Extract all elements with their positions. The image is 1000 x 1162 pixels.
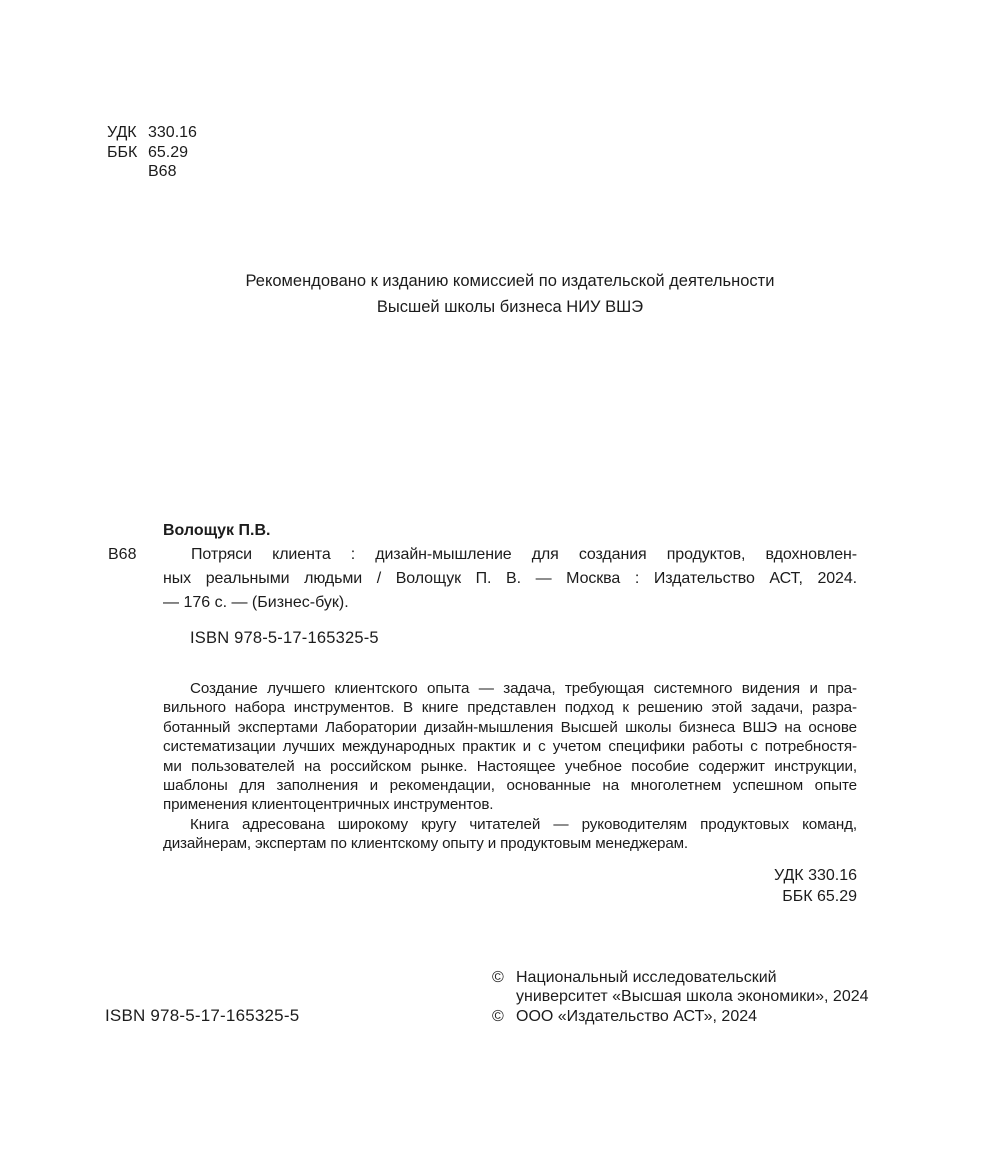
copyright-hse-line-1: Национальный исследовательский: [516, 969, 777, 986]
catalog-card-body: [108, 543, 857, 615]
copyright-entry-hse: [492, 968, 869, 1007]
copyright-symbol: ©: [492, 969, 504, 986]
annotation-p1-line-7: применения клиентоцентричных инструментов.: [163, 796, 494, 814]
udk-value: 330.16: [148, 124, 197, 141]
author-name: Волощук П.В.: [163, 522, 271, 539]
catalog-card-line-1: Потряси клиента : дизайн-мышление для создания продуктов, вдохновлен-: [191, 546, 857, 563]
annotation-p2-line-2: дизайнерам, экспертам по клиентскому опыту и продуктовым менеджерам.: [163, 835, 689, 853]
annotation: [163, 679, 857, 854]
udk-label: УДК: [107, 124, 137, 141]
recommendation-line-1: Рекомендовано к изданию комиссией по издательской деятельности: [245, 272, 775, 290]
annotation-p1-line-2: вильного набора инструментов. В книге представлен подход к решению этой задачи, разра-: [163, 699, 857, 717]
catalog-card-line-2: ных реальными людьми / Волощук П. В. — Москва : Издательство АСТ, 2024.: [163, 570, 857, 587]
annotation-p1-line-4: систематизации лучших международных практик и с учетом специфики работы с потребностя-: [163, 738, 857, 756]
bbk-value: 65.29: [148, 143, 189, 161]
bbk-label: ББК: [107, 143, 138, 161]
recommendation-line-2: Высшей школы бизнеса НИУ ВШЭ: [376, 298, 644, 316]
catalog-card: [108, 519, 857, 615]
copyright-hse-lines: [516, 968, 869, 1007]
copyright-ast-lines: [516, 1007, 869, 1026]
catalog-card-line-3: — 176 с. — (Бизнес-бук).: [163, 594, 349, 611]
isbn-footer: ISBN 978-5-17-165325-5: [105, 1006, 300, 1025]
classification-codes-right: [774, 865, 857, 907]
copyright-symbol: ©: [492, 1007, 504, 1025]
annotation-p1-line-3: ботанный экспертами Лаборатории дизайн-мышления Высшей школы бизнеса ВШЭ на основе: [163, 718, 857, 736]
annotation-p2-line-1: Книга адресована широкому кругу читателей — руководителям продуктовых команд,: [190, 815, 857, 833]
copyright-block: [492, 968, 869, 1026]
recommendation-note: [163, 268, 857, 320]
udk-code-row: [107, 123, 197, 143]
top-classification-codes: [107, 123, 197, 182]
copyright-ast-line-1: ООО «Издательство АСТ», 2024: [516, 1007, 758, 1025]
copyright-hse-line-2: университет «Высшая школа экономики», 2024: [516, 988, 869, 1006]
udk-code-right: УДК 330.16: [774, 867, 857, 884]
bbk-code-right: ББК 65.29: [782, 888, 857, 905]
isbn-catalog: ISBN 978-5-17-165325-5: [190, 629, 379, 647]
annotation-p1-line-5: ми пользователей на российском рынке. Настоящее учебное пособие содержит инструкции,: [163, 757, 857, 775]
annotation-p1-line-1: Создание лучшего клиентского опыта — задача, требующая системного видения и пра-: [190, 680, 857, 697]
margin-author-sign: В68: [108, 546, 137, 563]
annotation-p1-line-6: шаблоны для заполнения и рекомендации, основанные на многолетнем успешном опыте: [163, 777, 857, 795]
copyright-entry-ast: [492, 1007, 869, 1026]
bbk-code-row: [107, 143, 197, 163]
author-sign-value: В68: [148, 163, 177, 180]
author-sign-row: [107, 162, 197, 182]
